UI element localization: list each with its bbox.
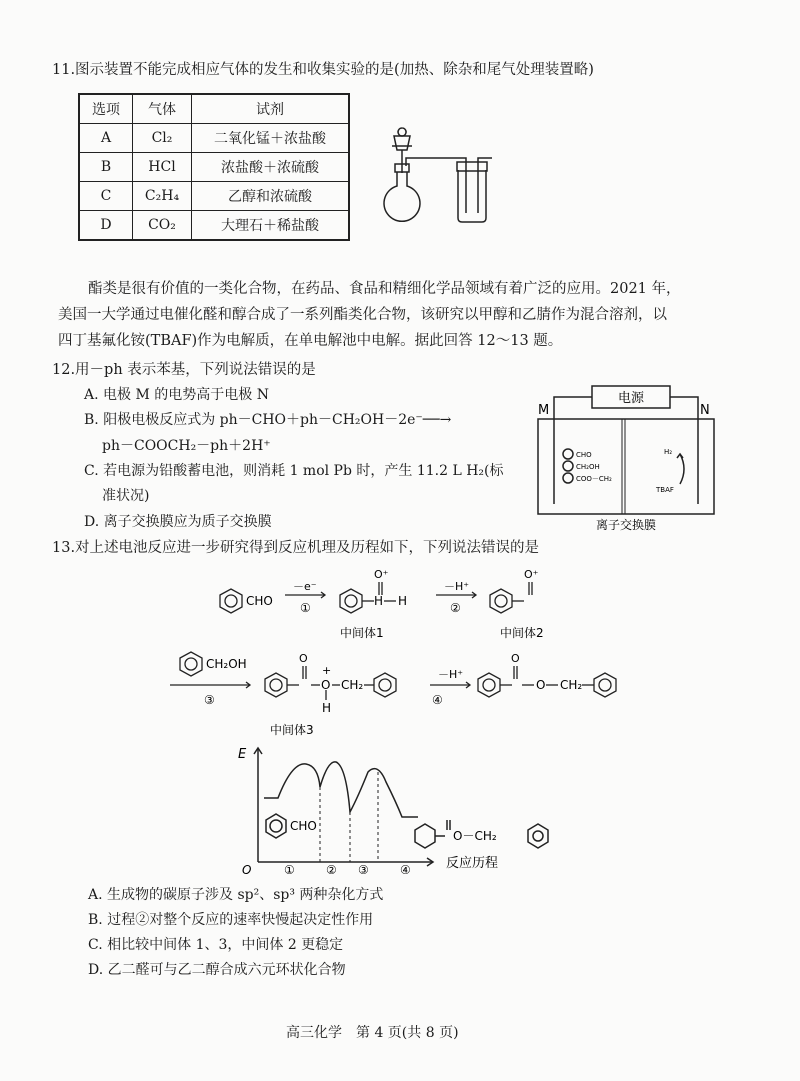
apparatus-diagram: [370, 118, 500, 233]
step-marker: ②: [326, 863, 337, 874]
table-cell: C: [79, 182, 133, 211]
q12-option-c: C. 若电源为铅酸蓄电池，则消耗 1 mol Pb 时，产生 11.2 L H₂(标: [84, 463, 504, 479]
cho-text: CHO: [246, 594, 273, 608]
table-cell: D: [79, 211, 133, 241]
q12-option-d: D. 离子交换膜应为质子交换膜: [84, 514, 272, 530]
membrane-label: 离子交换膜: [595, 518, 657, 532]
cho-label: CHO: [576, 451, 592, 459]
q13-option-d: D. 乙二醛可与乙二醇合成六元环状化合物: [88, 962, 346, 978]
passage-line: 酯类是很有价值的一类化合物，在药品、食品和精细化学品领域有着广泛的应用。2021 年，: [88, 281, 681, 297]
ester-label: COO－CH₂: [576, 475, 612, 483]
step3-marker: ③: [204, 693, 215, 707]
table-cell: HCl: [133, 153, 192, 182]
table-cell: Cl₂: [133, 124, 192, 153]
q12-stem: 12.用－ph 表示苯基，下列说法错误的是: [52, 362, 316, 378]
x-axis-label: 反应历程: [446, 856, 499, 871]
step4-reagent: －H⁺: [438, 668, 464, 681]
tbaf-label: TBAF: [656, 486, 674, 494]
step-marker: ①: [284, 863, 295, 874]
step-marker: ④: [400, 863, 411, 874]
h-text: H: [398, 594, 408, 608]
table-cell: 二氧化锰＋浓盐酸: [192, 124, 350, 153]
product-label: O－CH₂: [453, 829, 497, 843]
step2-marker: ②: [450, 601, 461, 615]
table-row: [79, 211, 349, 241]
table-cell: CO₂: [133, 211, 192, 241]
q11-stem: 11.图示装置不能完成相应气体的发生和收集实验的是(加热、除杂和尾气处理装置略): [52, 62, 594, 78]
o-plus-text: O⁺: [524, 568, 539, 581]
reaction-scheme: [160, 562, 640, 742]
q12-option-c-cont: 准状况): [102, 488, 150, 504]
h2-label: H₂: [664, 448, 673, 456]
q13-option-c: C. 相比较中间体 1、3，中间体 2 更稳定: [88, 937, 344, 953]
table-cell: 乙醇和浓硫酸: [192, 182, 350, 211]
table-header: 选项: [79, 94, 133, 124]
electrolysis-cell-diagram: [530, 384, 730, 534]
table-cell: C₂H₄: [133, 182, 192, 211]
electrode-n-label: N: [700, 403, 710, 418]
q11-table: [78, 93, 350, 241]
table-header: 气体: [133, 94, 192, 124]
q13-option-b: B. 过程②对整个反应的速率快慢起决定性作用: [88, 912, 374, 928]
table-row: [79, 153, 349, 182]
intermediate-1-label: 中间体1: [340, 626, 384, 640]
o-plus-text: O⁺: [374, 568, 389, 581]
electrode-m-label: M: [538, 403, 550, 418]
intermediate-2-label: 中间体2: [500, 626, 544, 640]
energy-profile: [228, 742, 588, 874]
o-text: O: [321, 678, 331, 692]
q13-option-a: A. 生成物的碳原子涉及 sp²、sp³ 两种杂化方式: [88, 887, 384, 903]
o-text: O: [299, 652, 308, 665]
o-text: O: [536, 678, 546, 692]
ch2oh-label: CH₂OH: [576, 463, 600, 471]
table-cell: 大理石＋稀盐酸: [192, 211, 350, 241]
table-cell: 浓盐酸＋浓硫酸: [192, 153, 350, 182]
intermediate-3-label: 中间体3: [270, 723, 314, 737]
table-row: [79, 124, 349, 153]
table-cell: B: [79, 153, 133, 182]
step4-marker: ④: [432, 693, 443, 707]
h-text: H: [322, 701, 332, 715]
carbon-text: H: [374, 594, 384, 608]
q12-option-b-cont: ph－COOCH₂－ph＋2H⁺: [102, 438, 271, 454]
q12-option-b: B. 阳极电极反应式为 ph－CHO＋ph－CH₂OH－2e⁻──→: [84, 412, 452, 428]
q12-option-a: A. 电极 M 的电势高于电极 N: [84, 387, 269, 403]
step-marker: ③: [358, 863, 369, 874]
ch2-text: CH₂: [341, 678, 364, 692]
passage-line: 四丁基氟化铵(TBAF)作为电解质，在单电解池中电解。据此回答 12～13 题。: [58, 333, 563, 349]
step2-reagent: －H⁺: [444, 580, 470, 593]
power-label: 电源: [617, 391, 645, 406]
table-header: 试剂: [192, 94, 350, 124]
plus-text: +: [322, 664, 332, 677]
step1-marker: ①: [300, 601, 311, 615]
page-footer: 高三化学 第 4 页(共 8 页): [286, 1025, 459, 1041]
table-row: [79, 182, 349, 211]
q13-stem: 13.对上述电池反应进一步研究得到反应机理及历程如下，下列说法错误的是: [52, 540, 540, 556]
ch2oh-text: CH₂OH: [206, 657, 247, 671]
origin-label: O: [242, 863, 252, 874]
o-text: O: [511, 652, 520, 665]
passage-line: 美国一大学通过电催化醛和醇合成了一系列酯类化合物，该研究以甲醇和乙腈作为混合溶剂，以: [58, 307, 667, 323]
reactant-label: CHO: [290, 819, 317, 833]
ch2-text: CH₂: [560, 678, 583, 692]
energy-axis-label: E: [238, 747, 247, 762]
table-cell: A: [79, 124, 133, 153]
step1-reagent: －e⁻: [293, 580, 317, 593]
